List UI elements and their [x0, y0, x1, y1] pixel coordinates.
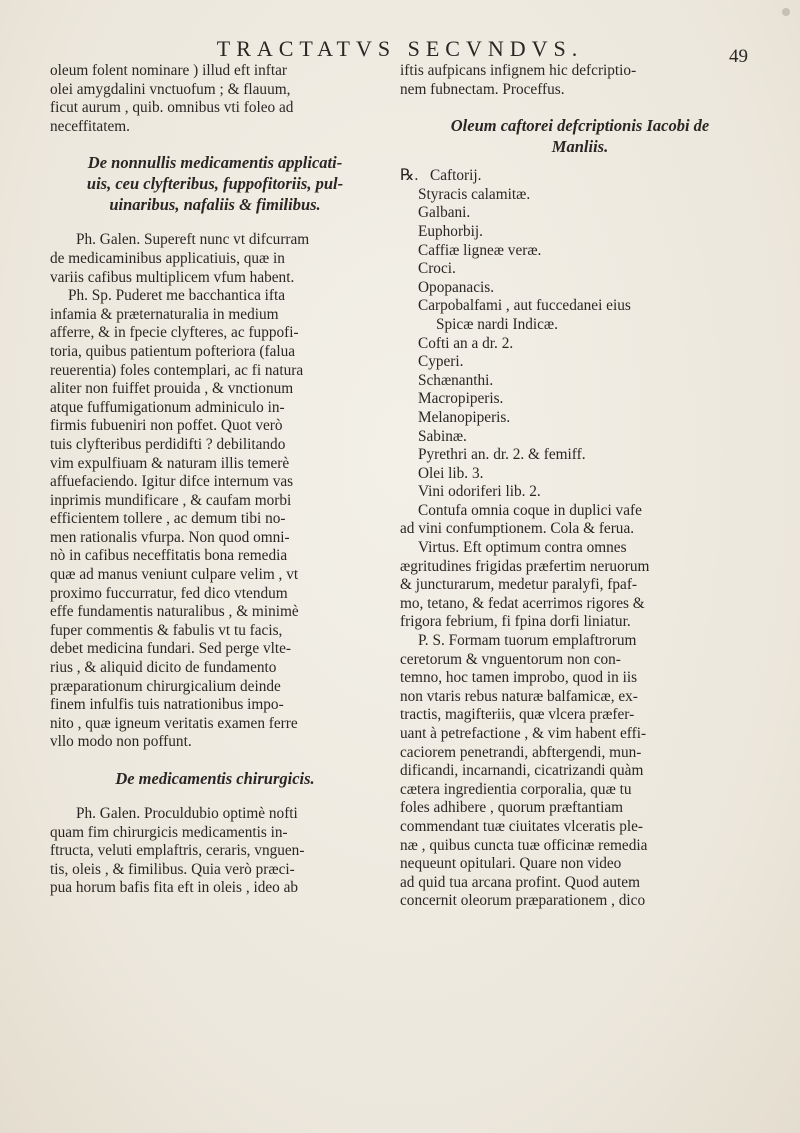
recipe-list [400, 167, 760, 502]
text-line: quæ ad manus veniunt culpare velim , vt [50, 566, 299, 584]
text-line: nem fubnectam. Proceffus. [400, 80, 565, 98]
text-line: mo, tetano, & fedat acerrimos rigores & [400, 594, 645, 612]
recipe-item: Cyperi. [418, 353, 464, 371]
text-line: reuerentia) foles contemplari, ac fi natura [50, 361, 304, 379]
recipe-item: Sabinæ. [418, 427, 467, 445]
running-head: TRACTATVS SECVNDVS. [216, 36, 584, 61]
heading-line: uinaribus, nafaliis & fimilibus. [109, 195, 321, 215]
text-line: & juncturarum, medetur paralyfi, fpaf- [400, 576, 638, 594]
text-line: ægritudines frigidas præfertim neruorum [400, 557, 650, 575]
dialogue-paragraph-1 [50, 231, 380, 752]
text-line: tis, oleis , & fimilibus. Quia verò præci- [50, 860, 295, 878]
dialogue-paragraph-2 [50, 805, 380, 898]
text-line: vllo modo non poffunt. [50, 733, 192, 751]
text-line: tuis clyfteribus perdidifti ? debilitando [50, 435, 286, 453]
text-line: olei amygdalini vnctuofum ; & flauum, [50, 80, 291, 98]
right-column [400, 62, 760, 911]
text-line: nito , quæ igneum veritatis examen ferre [50, 714, 298, 732]
text-line: ad vini confumptionem. Cola & ferua. [400, 520, 635, 538]
heading-line: Oleum caftorei defcriptionis Iacobi de [450, 116, 710, 136]
text-line: concernit oleorum præparationem , dico [400, 892, 646, 910]
recipe-heading [400, 115, 760, 157]
text-line: uant à petrefactione , & vim habent effi- [400, 725, 647, 742]
text-line: pua horum bafis fita eft in oleis , ideo ab [50, 879, 299, 897]
page-blemish [782, 8, 790, 16]
text-line: inprimis mundificare , & caufam morbi [50, 491, 292, 509]
left-column [50, 62, 380, 898]
text-line: præparationum chirurgicalium deinde [50, 677, 281, 695]
text-line: quam fim chirurgicis medicamentis in- [50, 823, 288, 841]
text-line: proximo fuccurratur, fed dico vtendum [50, 584, 288, 602]
text-line: ficut aurum , quib. omnibus vti foleo ad [50, 99, 294, 117]
text-line: de medicaminibus applicatiuis, quæ in [50, 249, 285, 267]
text-line: firmis fubueniri non poffet. Quot verò [50, 417, 283, 435]
text-line: nò in cafibus neceffitatis bona remedia [50, 547, 288, 565]
right-opening-lines [400, 62, 760, 99]
text-line: Ph. Galen. Supereft nunc vt difcurram [76, 231, 310, 249]
text-line: oleum folent nominare ) illud eft inftar [50, 62, 288, 79]
text-line: frigora febrium, fi fpina dorfi liniatur. [400, 613, 631, 631]
recipe-instructions [400, 502, 760, 911]
text-line: tractis, magifteriis, quæ vlcera præfer- [400, 706, 635, 724]
text-line: effe fundamentis naturalibus , & minimè [50, 603, 299, 621]
recipe-item: Galbani. [418, 204, 471, 222]
recipe-item: Melanopiperis. [418, 408, 511, 426]
left-opening-lines [50, 62, 380, 136]
text-line: Contufa omnia coque in duplici vafe [418, 501, 642, 519]
heading-line: Manliis. [551, 137, 609, 157]
text-line: aliter non fuiffet prouida , & vnctionum [50, 380, 294, 398]
text-line: affuefaciendo. Igitur difce internum vas [50, 473, 294, 491]
text-line: ceretorum & vnguentorum non con- [400, 650, 621, 668]
recipe-item: Styracis calamitæ. [418, 185, 531, 203]
section-heading-chirurgicis: De medicamentis chirurgicis. [115, 769, 315, 788]
recipe-item: Pyrethri an. dr. 2. & femiff. [418, 446, 586, 464]
recipe-item: Spicæ nardi Indicæ. [436, 315, 558, 333]
page-number: 49 [729, 46, 748, 67]
text-line: non vtaris rebus naturæ balfamicæ, ex- [400, 687, 638, 705]
text-line: Ph. Galen. Proculdubio optimè nofti [76, 805, 298, 822]
heading-line: uis, ceu clyfteribus, fuppofitoriis, pul- [86, 174, 344, 194]
text-line: caciorem penetrandi, abftergendi, mun- [400, 743, 642, 761]
recipe-symbol: ℞. [400, 167, 419, 185]
text-line: næ , quibus cuncta tuæ officinæ remedia [400, 836, 648, 854]
text-line: rius , & aliquid dicito de fundamento [50, 659, 277, 677]
text-line: foles adhibere , quorum præftantiam [400, 799, 624, 817]
text-line: infamia & præternaturalia in medium [50, 305, 279, 323]
text-line: ad quid tua arcana profint. Quod autem [400, 873, 640, 891]
recipe-item: Caftorij. [430, 167, 482, 185]
text-line: Virtus. Eft optimum contra omnes [418, 539, 627, 557]
text-line: fuper commentis & fabulis vt tu facis, [50, 621, 283, 639]
text-line: iftis aufpicans infignem hic defcriptio- [400, 62, 637, 79]
text-line: ftructa, veluti emplaftris, ceraris, vnguen- [50, 842, 305, 860]
text-line: vim expulfiuam & naturam illis temerè [50, 454, 290, 472]
text-line: P. S. Formam tuorum emplaftrorum [418, 632, 637, 650]
recipe-item: Croci. [418, 260, 456, 278]
section-heading-applicatiuis [50, 152, 380, 215]
recipe-item: Cofti an a dr. 2. [418, 334, 514, 352]
text-line: toria, quibus patientum pofteriora (falua [50, 342, 296, 360]
heading-line: De nonnullis medicamentis applicati- [87, 153, 343, 173]
text-line: temno, hoc tamen improbo, quod in iis [400, 669, 638, 687]
text-line: afferre, & in fpecie clyfteres, ac fuppofi- [50, 324, 299, 342]
text-line: Ph. Sp. Puderet me bacchantica ifta [68, 287, 286, 305]
text-line: neceffitatem. [50, 117, 130, 135]
recipe-item: Olei lib. 3. [418, 464, 484, 482]
recipe-item: Carpobalfami , aut fuccedanei eius [418, 297, 631, 315]
text-line: debet medicina fundari. Sed perge vlte- [50, 640, 291, 658]
recipe-item: Schænanthi. [418, 371, 494, 389]
recipe-item: Macropiperis. [418, 390, 504, 408]
text-line: nequeunt opitulari. Quare non video [400, 855, 622, 873]
text-line: atque fuffumigationum adminiculo in- [50, 398, 285, 416]
text-line: men rationalis vfurpa. Non quod omni- [50, 528, 290, 546]
text-line: dificandi, incarnandi, cicatrizandi quàm [400, 762, 644, 780]
text-line: commendant tuæ ciuitates vlceratis ple- [400, 817, 643, 835]
recipe-item: Vini odoriferi lib. 2. [418, 483, 541, 501]
text-line: variis cafibus multiplicem vfum habent. [50, 268, 295, 286]
text-line: cætera ingredientia corporalia, quæ tu [400, 780, 632, 798]
recipe-item: Opopanacis. [418, 278, 495, 296]
text-line: efficientem tollere , ac demum tibi no- [50, 510, 286, 528]
recipe-item: Caffiæ ligneæ veræ. [418, 241, 542, 259]
recipe-item: Euphorbij. [418, 222, 484, 240]
text-line: finem infulfis tuis natrationibus impo- [50, 696, 284, 714]
